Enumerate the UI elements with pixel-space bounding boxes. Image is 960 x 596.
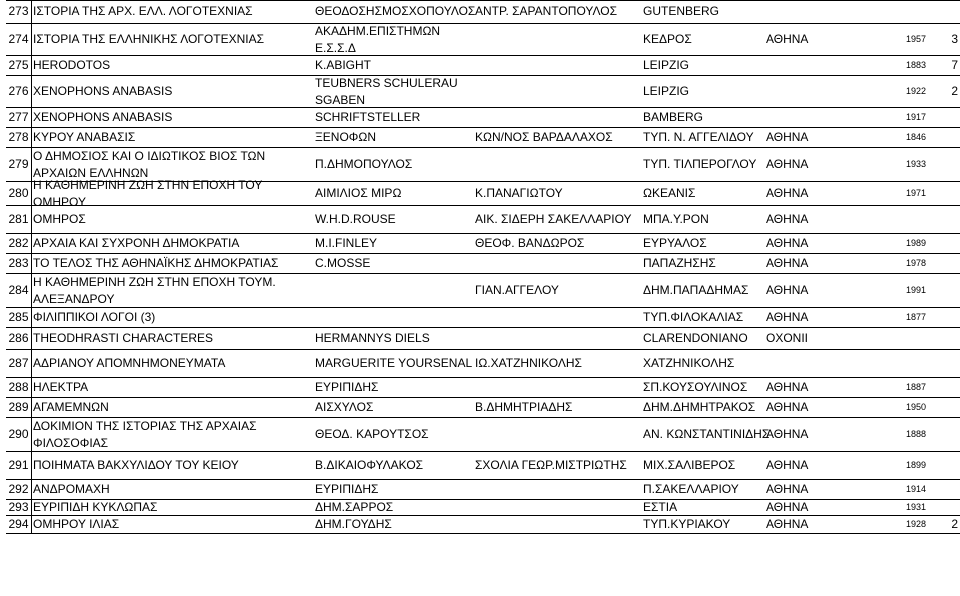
table-row (6, 234, 960, 254)
year-cell: 1957 (905, 34, 926, 45)
translator-cell: Β.ΔΗΜΗΤΡΙΑΔΗΣ (475, 400, 573, 415)
city-cell: ΑΘΗΝΑ (766, 283, 809, 298)
city-cell: ΑΘΗΝΑ (766, 458, 809, 473)
copies-count-cell (926, 206, 960, 233)
author-cell: HERMANNYS DIELS (315, 331, 430, 346)
table-row (6, 328, 960, 350)
publisher-cell: ΕΥΡΥΑΛΟΣ (643, 236, 707, 251)
table-row (6, 178, 960, 209)
column-divider (31, 76, 32, 107)
row-number-cell: 277 (8, 110, 29, 125)
publisher-cell: GUTENBERG (643, 4, 720, 19)
publisher-cell: ΜΠΑ.Υ.ΡΟΝ (643, 212, 709, 227)
city-cell: ΑΘΗΝΑ (766, 500, 809, 515)
translator-cell (475, 254, 643, 273)
city-cell: ΑΘΗΝΑ (766, 236, 809, 251)
year-cell: 1917 (905, 112, 926, 123)
translator-cell (475, 378, 643, 397)
column-divider (31, 0, 32, 23)
row-number-cell: 288 (8, 380, 29, 395)
column-divider (31, 108, 32, 127)
copies-count-cell (926, 128, 960, 147)
table-row (6, 128, 960, 148)
row-number-cell: 293 (8, 500, 29, 515)
copies-count-cell: 2 (951, 84, 958, 99)
row-number-cell: 280 (8, 186, 29, 201)
column-divider (31, 234, 32, 253)
author-cell (315, 308, 475, 327)
table-row (6, 206, 960, 234)
translator-cell: Κ.ΠΑΝΑΓΙΩΤΟΥ (475, 186, 563, 201)
author-cell: ΔΗΜ.ΓΟΥΔΗΣ (315, 517, 392, 532)
column-divider (31, 418, 32, 451)
author-cell: C.MOSSE (315, 256, 371, 271)
translator-cell (475, 480, 643, 499)
translator-cell (475, 516, 643, 533)
city-cell: ΑΘΗΝΑ (766, 212, 809, 227)
book-title-cell: XENOPHONS ANABASIS (33, 110, 173, 125)
copies-count-cell (926, 350, 960, 377)
city-cell: ΑΘΗΝΑ (766, 157, 809, 172)
author-cell: ΑΚΑΔΗΜ.ΕΠΙΣΤΗΜΩΝ Ε.Σ.Σ.Δ (315, 24, 441, 55)
translator-cell: ΑΝΤΡ. ΣΑΡΑΝΤΟΠΟΥΛΟΣ (475, 4, 618, 19)
translator-cell: ΓΙΑΝ.ΑΓΓΕΛΟΥ (475, 283, 559, 298)
translator-cell (475, 76, 643, 107)
column-divider (31, 516, 32, 533)
city-cell: ΑΘΗΝΑ (766, 400, 809, 415)
book-title-cell: ΙΣΤΟΡΙΑ ΤΗΣ ΑΡΧ. ΕΛΛ. ΛΟΓΟΤΕΧΝΙΑΣ (33, 4, 253, 19)
column-divider (31, 148, 32, 181)
table-row (6, 274, 960, 308)
column-divider (31, 500, 32, 515)
year-cell: 1922 (905, 86, 926, 97)
column-divider (31, 254, 32, 273)
row-number-cell: 285 (8, 310, 29, 325)
city-cell: ΑΘΗΝΑ (766, 380, 809, 395)
year-cell: 1933 (905, 159, 926, 170)
table-body (6, 0, 960, 534)
row-number-cell: 287 (8, 356, 29, 371)
publisher-cell: ΩΚΕΑΝΙΣ (643, 186, 696, 201)
translator-cell (475, 500, 643, 515)
year-cell: 1991 (905, 285, 926, 296)
copies-count-cell (926, 182, 960, 205)
author-cell: Π.ΔΗΜΟΠΟΥΛΟΣ (315, 157, 413, 172)
copies-count-cell (926, 254, 960, 273)
city-cell (766, 350, 856, 377)
table-row (6, 480, 960, 500)
year-cell: 1931 (905, 502, 926, 513)
table-row (6, 350, 960, 378)
city-cell (766, 108, 856, 127)
author-cell: ΔΗΜ.ΣΑΡΡΟΣ (315, 500, 394, 515)
book-title-cell: ΤΟ ΤΕΛΟΣ ΤΗΣ ΑΘΗΝΑΪΚΗΣ ΔΗΜΟΚΡΑΤΙΑΣ (33, 256, 279, 271)
author-cell: ΘΕΟΔΟΣΗΣΜΟΣΧΟΠΟΥΛΟΣ (315, 4, 476, 19)
author-cell: MARGUERITE YOURSENAL (315, 356, 473, 371)
year-cell (856, 206, 926, 233)
author-cell (315, 274, 475, 307)
city-cell: ΑΘΗΝΑ (766, 310, 809, 325)
column-divider (31, 182, 32, 205)
book-title-cell: THEODHRASTI CHARACTERES (33, 331, 214, 346)
row-number-cell: 282 (8, 236, 29, 251)
table-row (6, 0, 960, 24)
city-cell: ΑΘΗΝΑ (766, 256, 809, 271)
table-row (6, 516, 960, 534)
table-row (6, 398, 960, 418)
year-cell: 1978 (905, 258, 926, 269)
year-cell: 1914 (905, 484, 926, 495)
column-divider (31, 128, 32, 147)
book-title-cell: ΙΣΤΟΡΙΑ ΤΗΣ ΕΛΛΗΝΙΚΗΣ ΛΟΓΟΤΕΧΝΙΑΣ (33, 32, 265, 47)
author-cell: ΘΕΟΔ. ΚΑΡΟΥΤΣΟΣ (315, 427, 429, 442)
author-cell: ΑΙΣΧΥΛΟΣ (315, 400, 374, 415)
copies-count-cell (926, 418, 960, 451)
copies-count-cell (926, 108, 960, 127)
publisher-cell: ΣΠ.ΚΟΥΣΟΥΛΙΝΟΣ (643, 380, 748, 395)
book-title-cell: ΟΜΗΡΟΥ ΙΛΙΑΣ (33, 517, 120, 532)
column-divider (31, 480, 32, 499)
city-cell: OXONII (766, 331, 809, 346)
copies-count-cell (926, 398, 960, 417)
table-row (6, 500, 960, 516)
book-title-cell: Ο ΔΗΜΟΣΙΟΣ ΚΑΙ Ο ΙΔΙΩΤΙΚΟΣ ΒΙΟΣ ΤΩΝ ΑΡΧΑΙΩΝ ΕΛΛΗΝΩΝ (33, 149, 266, 180)
table-row (6, 76, 960, 108)
year-cell: 1899 (905, 460, 926, 471)
publisher-cell: ΚΕΔΡΟΣ (643, 32, 692, 47)
translator-cell: ΙΩ.ΧΑΤΖΗΝΙΚΟΛΗΣ (475, 356, 582, 371)
translator-cell: ΑΙΚ. ΣΙΔΕΡΗ ΣΑΚΕΛΛΑΡΙΟΥ (475, 212, 632, 227)
year-cell (856, 350, 926, 377)
publisher-cell: ΤΥΠ.ΦΙΛΟΚΑΛΙΑΣ (643, 310, 744, 325)
copies-count-cell (926, 308, 960, 327)
column-divider (31, 206, 32, 233)
book-title-cell: ΑΔΡΙΑΝΟΥ ΑΠΟΜΝΗΜΟΝΕΥΜΑΤΑ (33, 356, 226, 371)
translator-cell (475, 24, 643, 55)
column-divider (31, 24, 32, 55)
publisher-cell: ΕΣΤΙΑ (643, 500, 678, 515)
publisher-cell: LEIPZIG (643, 84, 690, 99)
book-title-cell: ΔΟΚΙΜΙΟΝ ΤΗΣ ΙΣΤΟΡΙΑΣ ΤΗΣ ΑΡΧΑΙΑΣ ΦΙΛΟΣΟΦΙΑΣ (33, 419, 257, 450)
book-title-cell: ΑΓΑΜΕΜΝΩΝ (33, 400, 109, 415)
author-cell: M.I.FINLEY (315, 236, 378, 251)
city-cell (766, 56, 856, 75)
book-title-cell: HERODOTOS (33, 58, 111, 73)
author-cell: TEUBNERS SCHULERAU SGABEN (315, 76, 458, 107)
table-row (6, 56, 960, 76)
publisher-cell: CLARENDONIANO (643, 331, 748, 346)
copies-count-cell (926, 148, 960, 181)
year-cell: 1877 (905, 312, 926, 323)
column-divider (31, 308, 32, 327)
translator-cell (475, 418, 643, 451)
column-divider (31, 378, 32, 397)
column-divider (31, 56, 32, 75)
city-cell: ΑΘΗΝΑ (766, 427, 809, 442)
row-number-cell: 281 (8, 212, 29, 227)
year-cell: 1887 (905, 382, 926, 393)
copies-count-cell (926, 500, 960, 515)
translator-cell (475, 308, 643, 327)
row-number-cell: 286 (8, 331, 29, 346)
book-title-cell: ΦΙΛΙΠΠΙΚΟΙ ΛΟΓΟΙ (3) (33, 310, 156, 325)
year-cell (856, 0, 926, 23)
column-divider (31, 350, 32, 377)
book-title-cell: ΑΝΔΡΟΜΑΧΗ (33, 482, 110, 497)
table-row (6, 452, 960, 480)
publisher-cell: ΔΗΜ.ΔΗΜΗΤΡΑΚΟΣ (643, 400, 756, 415)
row-number-cell: 275 (8, 58, 29, 73)
table-row (6, 418, 960, 452)
translator-cell: ΘΕΟΦ. ΒΑΝΔΩΡΟΣ (475, 236, 585, 251)
table-row (6, 378, 960, 398)
book-title-cell: ΚΥΡΟΥ ΑΝΑΒΑΣΙΣ (33, 130, 136, 145)
row-number-cell: 273 (8, 4, 29, 19)
publisher-cell: ΑΝ. ΚΩΝΣΤΑΝΤΙΝΙΔΗΣ (643, 427, 770, 442)
city-cell: ΑΘΗΝΑ (766, 517, 809, 532)
publisher-cell: ΤΥΠ. ΤΙΛΠΕΡΟΓΛΟΥ (643, 157, 757, 172)
city-cell: ΑΘΗΝΑ (766, 482, 809, 497)
publisher-cell: ΔΗΜ.ΠΑΠΑΔΗΜΑΣ (643, 283, 749, 298)
publisher-cell: ΠΑΠΑΖΗΣΗΣ (643, 256, 716, 271)
book-title-cell: ΠΟΙΗΜΑΤΑ ΒΑΚΧΥΛΙΔΟΥ ΤΟΥ ΚΕΙΟΥ (33, 458, 239, 473)
copies-count-cell: 2 (951, 517, 958, 532)
publisher-cell: BAMBERG (643, 110, 704, 125)
publisher-cell: ΧΑΤΖΗΝΙΚΟΛΗΣ (643, 356, 735, 371)
book-title-cell: ΟΜΗΡΟΣ (33, 212, 86, 227)
column-divider (31, 452, 32, 479)
author-cell: K.ABIGHT (315, 58, 372, 73)
copies-count-cell: 7 (951, 58, 958, 73)
catalog-table (6, 0, 960, 534)
row-number-cell: 294 (8, 517, 29, 532)
book-title-cell: Η ΚΑΘΗΜΕΡΙΝΗ ΖΩΗ ΣΤΗΝ ΕΠΟΧΗ ΤΟΥ ΟΜΗΡΟΥ (33, 178, 263, 209)
year-cell: 1971 (905, 188, 926, 199)
row-number-cell: 291 (8, 458, 29, 473)
table-row (6, 108, 960, 128)
publisher-cell: ΤΥΠ. Ν. ΑΓΓΕΛΙΔΟΥ (643, 130, 754, 145)
city-cell: ΑΘΗΝΑ (766, 186, 809, 201)
author-cell: ΕΥΡΙΠΙΔΗΣ (315, 380, 379, 395)
table-row (6, 24, 960, 56)
publisher-cell: Π.ΣΑΚΕΛΛΑΡΙΟΥ (643, 482, 739, 497)
copies-count-cell (926, 234, 960, 253)
city-cell (766, 0, 856, 23)
book-title-cell: ΗΛΕΚΤΡΑ (33, 380, 89, 395)
translator-cell (475, 148, 643, 181)
author-cell: ΑΙΜΙΛΙΟΣ ΜΙΡΩ (315, 186, 402, 201)
author-cell: W.H.D.ROUSE (315, 212, 396, 227)
translator-cell: ΣΧΟΛΙΑ ΓΕΩΡ.ΜΙΣΤΡΙΩΤΗΣ (475, 458, 627, 473)
year-cell: 1883 (905, 60, 926, 71)
book-title-cell: XENOPHONS ANABASIS (33, 84, 173, 99)
author-cell: ΕΥΡΙΠΙΔΗΣ (315, 482, 379, 497)
row-number-cell: 284 (8, 283, 29, 298)
copies-count-cell (926, 480, 960, 499)
city-cell: ΑΘΗΝΑ (766, 130, 809, 145)
table-row (6, 308, 960, 328)
author-cell: ΞΕΝΟΦΩΝ (315, 130, 377, 145)
translator-cell (475, 108, 643, 127)
author-cell: SCHRIFTSTELLER (315, 110, 421, 125)
year-cell: 1950 (905, 402, 926, 413)
copies-count-cell (926, 378, 960, 397)
publisher-cell: ΜΙΧ.ΣΑΛΙΒΕΡΟΣ (643, 458, 736, 473)
row-number-cell: 283 (8, 256, 29, 271)
row-number-cell: 289 (8, 400, 29, 415)
table-row (6, 254, 960, 274)
column-divider (31, 328, 32, 349)
copies-count-cell (926, 0, 960, 23)
year-cell: 1846 (905, 132, 926, 143)
copies-count-cell (926, 274, 960, 307)
row-number-cell: 292 (8, 482, 29, 497)
year-cell: 1888 (905, 429, 926, 440)
column-divider (31, 398, 32, 417)
translator-cell (475, 56, 643, 75)
translator-cell: ΚΩΝ/ΝΟΣ ΒΑΡΔΑΛΑΧΟΣ (475, 130, 613, 145)
row-number-cell: 278 (8, 130, 29, 145)
book-title-cell: ΑΡΧΑΙΑ ΚΑΙ ΣΥΧΡΟΝΗ ΔΗΜΟΚΡΑΤΙΑ (33, 236, 240, 251)
year-cell: 1989 (905, 238, 926, 249)
translator-cell (475, 328, 643, 349)
row-number-cell: 276 (8, 84, 29, 99)
book-title-cell: ΕΥΡΙΠΙΔΗ ΚΥΚΛΩΠΑΣ (33, 500, 158, 515)
publisher-cell: ΤΥΠ.ΚΥΡΙΑΚΟΥ (643, 517, 731, 532)
year-cell: 1928 (905, 519, 926, 530)
city-cell: ΑΘΗΝΑ (766, 32, 809, 47)
copies-count-cell (926, 452, 960, 479)
column-divider (31, 274, 32, 307)
row-number-cell: 290 (8, 427, 29, 442)
copies-count-cell: 3 (951, 32, 958, 47)
publisher-cell: LEIPZIG (643, 58, 690, 73)
row-number-cell: 274 (8, 32, 29, 47)
author-cell: Β.ΔΙΚΑΙΟΦΥΛΑΚΟΣ (315, 458, 424, 473)
city-cell (766, 76, 856, 107)
row-number-cell: 279 (8, 157, 29, 172)
book-title-cell: Η ΚΑΘΗΜΕΡΙΝΗ ΖΩΗ ΣΤΗΝ ΕΠΟΧΗ ΤΟΥΜ. ΑΛΕΞΑΝΔΡΟΥ (33, 275, 276, 306)
copies-count-cell (926, 328, 960, 349)
year-cell (856, 328, 926, 349)
